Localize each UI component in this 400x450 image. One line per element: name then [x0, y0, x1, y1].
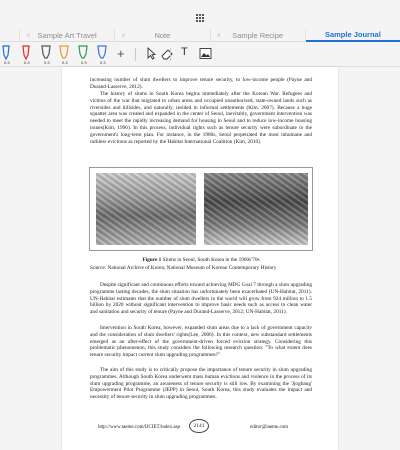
- slum-photo-left: [96, 173, 196, 245]
- tab-sample-art-travel[interactable]: × Sample Art Travel: [20, 29, 115, 42]
- tab-sample-recipe[interactable]: × Sample Recipe: [211, 29, 306, 42]
- marker-tool-blue[interactable]: 0.3: [96, 45, 108, 65]
- eraser-icon[interactable]: [160, 47, 174, 61]
- marker-icon: [77, 45, 89, 61]
- marker-tool-gray[interactable]: 0.3: [40, 45, 52, 65]
- marker-tool-green[interactable]: 0.3: [77, 45, 89, 65]
- figure-source: Source: National Archive of Korea; National Museum of Korean Contemporary History: [90, 265, 277, 271]
- paragraph: The history of slums in South Korea begins immediately after the Korean War. Refugees and victims of the war that migrated to urban areas and occupied unauthorized, state-owned lands such as riversides and hillsides, and naturally, resided in informal settlements (Kim, 2007). Because a huge squatter area was created and expanded in the center of Seoul, inevitably, government intervention was needed to meet the rapidly increasing demand for housing in Seoul and to reduce low-income housing issues(Kim, 1996). In this process, individual rights such as tenure security were subordinate to the government's long-term plan. For instance, in the 1980s, Seoul perpetrated the most inhumane and ruthless evictions as reported by the Habitat International Coalition (Kim, 2010).: [90, 91, 312, 145]
- footer-email: editor@iaeme.com: [250, 425, 289, 430]
- tab-note[interactable]: × Note: [115, 29, 210, 42]
- marker-tool-orange[interactable]: 0.3: [58, 45, 70, 65]
- close-icon[interactable]: ×: [26, 31, 31, 40]
- tab-sample-journal[interactable]: Sample Journal: [306, 29, 400, 42]
- marker-icon: [58, 45, 70, 61]
- footer-url: http://www.taeme.com/IJCIET/index.asp: [98, 425, 181, 430]
- close-icon[interactable]: ×: [121, 31, 126, 40]
- close-icon[interactable]: ×: [216, 31, 222, 40]
- toolbar-divider: [170, 48, 171, 61]
- tab-blank[interactable]: [0, 29, 20, 42]
- pen-icon: [20, 45, 32, 61]
- page-number: 2141: [189, 419, 209, 433]
- pen-icon: [0, 45, 12, 61]
- pen-tool-red[interactable]: 0.3: [20, 45, 32, 65]
- add-pen-button[interactable]: +: [117, 46, 125, 61]
- paragraph: Despite significant and continuous efforts toward achieving MDG Goal 7 through a slum upgrading programme lasting decades, the slum situation has unfortunately been exacerbated (UN-Habitat, 2011). UN-Habitat estimates that the number of slum dwellers in the world will grow from 924 million to 1.5 billion by 2020 without significant intervention to improve basic needs such as access to clean water and sanitation and security of tenure (Payne and Durand-Lasserve, 2012; UN-Habitat, 2011).: [90, 282, 312, 316]
- text-tool-button[interactable]: T: [181, 46, 188, 58]
- toolbar-divider: [135, 48, 136, 61]
- slum-photo-right: [204, 173, 308, 245]
- tab-bar: [0, 29, 400, 42]
- marker-icon: [96, 45, 108, 61]
- figure-image: [89, 167, 313, 251]
- paragraph: increasing number of slum dwellers to improve tenure security, to low-income people (Payne and Durand-Lasserve, 2012).: [90, 77, 312, 90]
- figure-caption: Figure 1 Slums in Seoul, South Korea in the 1960s'70s: [142, 257, 260, 263]
- toolbar: [0, 42, 400, 67]
- marker-icon: [40, 45, 52, 61]
- pointer-icon[interactable]: [145, 47, 157, 60]
- pen-tool-blue[interactable]: 0.3: [0, 45, 12, 65]
- paragraph: Intervention in South Korea, however, expanded slum areas due to a lack of government capacity and the consideration of slum dwellers' rights(Lee, 2006). In this context, new substandard settlements emerged as an after-effect of the government-driven forced eviction strategy. Considering this problematic phenomenon, this study considers the following research question: "To what extent does tenure security impact current slum upgrading programmes?": [90, 325, 312, 359]
- paragraph: The aim of this study is to critically propose the importance of tenure security in slum upgrading programmes. Although South Korea underwent mass human evictions and violence in the process of its slum upgrading programme, an awareness of tenure security is still low. By examining the 'Jjogbang' Empowerment Pilot Programme (JEPP) in Seoul, South Korea, this study evaluates the impact and necessity of tenure security in slum upgrading programmes.: [90, 367, 312, 401]
- document-page: [62, 67, 338, 450]
- drag-handle-icon[interactable]: [196, 14, 205, 23]
- image-icon[interactable]: [199, 47, 212, 60]
